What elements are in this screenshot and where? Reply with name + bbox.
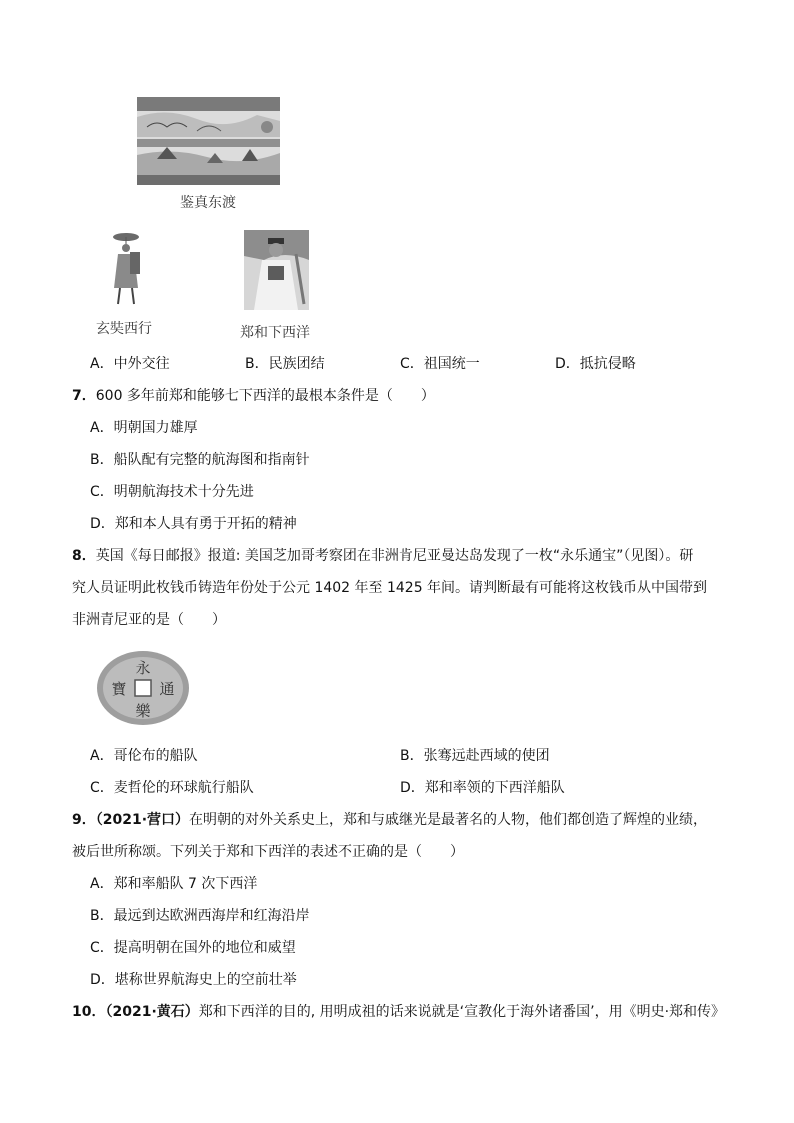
q6-option-a[interactable]: A．中外交往	[90, 356, 170, 372]
q7-option-a[interactable]: A．明朝国力雄厚	[90, 420, 198, 436]
q8-stem-text-1: 英国《每日邮报》报道: 美国芝加哥考察团在非洲肯尼亚曼达岛发现了一枚“永乐通宝”（见图）。研	[95, 548, 694, 564]
zhenghe-caption: 郑和下西洋	[240, 325, 310, 341]
xuanzang-caption: 玄奘西行	[96, 321, 152, 337]
q9-stem-text-1: 在明朝的对外关系史上，郑和与戚继光是最著名的人物，他们都创造了辉煌的业绩，	[189, 812, 708, 828]
q8-stem-line3: 非洲青尼亚的是（ ）	[72, 612, 226, 628]
q7-option-c[interactable]: C．明朝航海技术十分先进	[90, 484, 254, 500]
jianzhen-voyage-image	[137, 97, 280, 185]
q8-number: 8．	[72, 548, 96, 564]
q8-option-b[interactable]: B．张骞远赴西域的使团	[400, 748, 550, 764]
yongle-coin-image	[95, 649, 195, 727]
q8-option-d[interactable]: D．郑和率领的下西洋船队	[400, 780, 565, 796]
q9-stem-line1	[72, 810, 707, 830]
jianzhen-caption: 鉴真东渡	[180, 195, 236, 211]
q10-stem-text-1: 郑和下西洋的目的, 用明成祖的话来说就是‘宣教化于海外诸番国’，用《明史·郑和传》	[198, 1004, 726, 1020]
q9-number: 9．	[72, 812, 96, 828]
zhenghe-image	[244, 230, 309, 310]
q7-option-b[interactable]: B．船队配有完整的航海图和指南针	[90, 452, 310, 468]
q10-source: （2021·黄石）	[105, 1004, 199, 1020]
q9-option-d[interactable]: D．堪称世界航海史上的空前壮举	[90, 972, 297, 988]
q9-option-a[interactable]: A．郑和率船队 7 次下西洋	[90, 876, 258, 892]
coin-char-bottom: 樂	[135, 702, 151, 720]
q9-option-b[interactable]: B．最远到达欧洲西海岸和红海沿岸	[90, 908, 310, 924]
q7-option-d[interactable]: D．郑和本人具有勇于开拓的精神	[90, 516, 297, 532]
q9-source: （2021·营口）	[95, 812, 190, 828]
q6-option-d[interactable]: D．抵抗侵略	[555, 356, 636, 372]
coin-char-top: 永	[135, 659, 151, 677]
q8-option-c[interactable]: C．麦哲伦的环球航行船队	[90, 780, 254, 796]
q7-number: 7．	[72, 388, 96, 404]
q7-stem	[72, 386, 435, 406]
q8-stem-line1	[72, 546, 693, 566]
q9-option-c[interactable]: C．提高明朝在国外的地位和威望	[90, 940, 296, 956]
coin-char-left: 寶	[111, 680, 127, 698]
q6-option-c[interactable]: C．祖国统一	[400, 356, 480, 372]
xuanzang-image	[104, 228, 150, 308]
q10-number: 10．	[72, 1004, 106, 1020]
q8-option-a[interactable]: A．哥伦布的船队	[90, 748, 198, 764]
coin-char-right: 通	[159, 680, 175, 698]
q9-stem-line2: 被后世所称颂。下列关于郑和下西洋的表述不正确的是（ ）	[72, 844, 464, 860]
q10-stem-line1	[72, 1002, 725, 1022]
q8-stem-line2: 究人员证明此枚钱币铸造年份处于公元 1402 年至 1425 年间。请判断最有可能将这枚钱币从中国带到	[72, 580, 708, 596]
q7-stem-text: 600 多年前郑和能够七下西洋的最根本条件是（ ）	[95, 388, 435, 404]
q6-option-b[interactable]: B．民族团结	[245, 356, 325, 372]
